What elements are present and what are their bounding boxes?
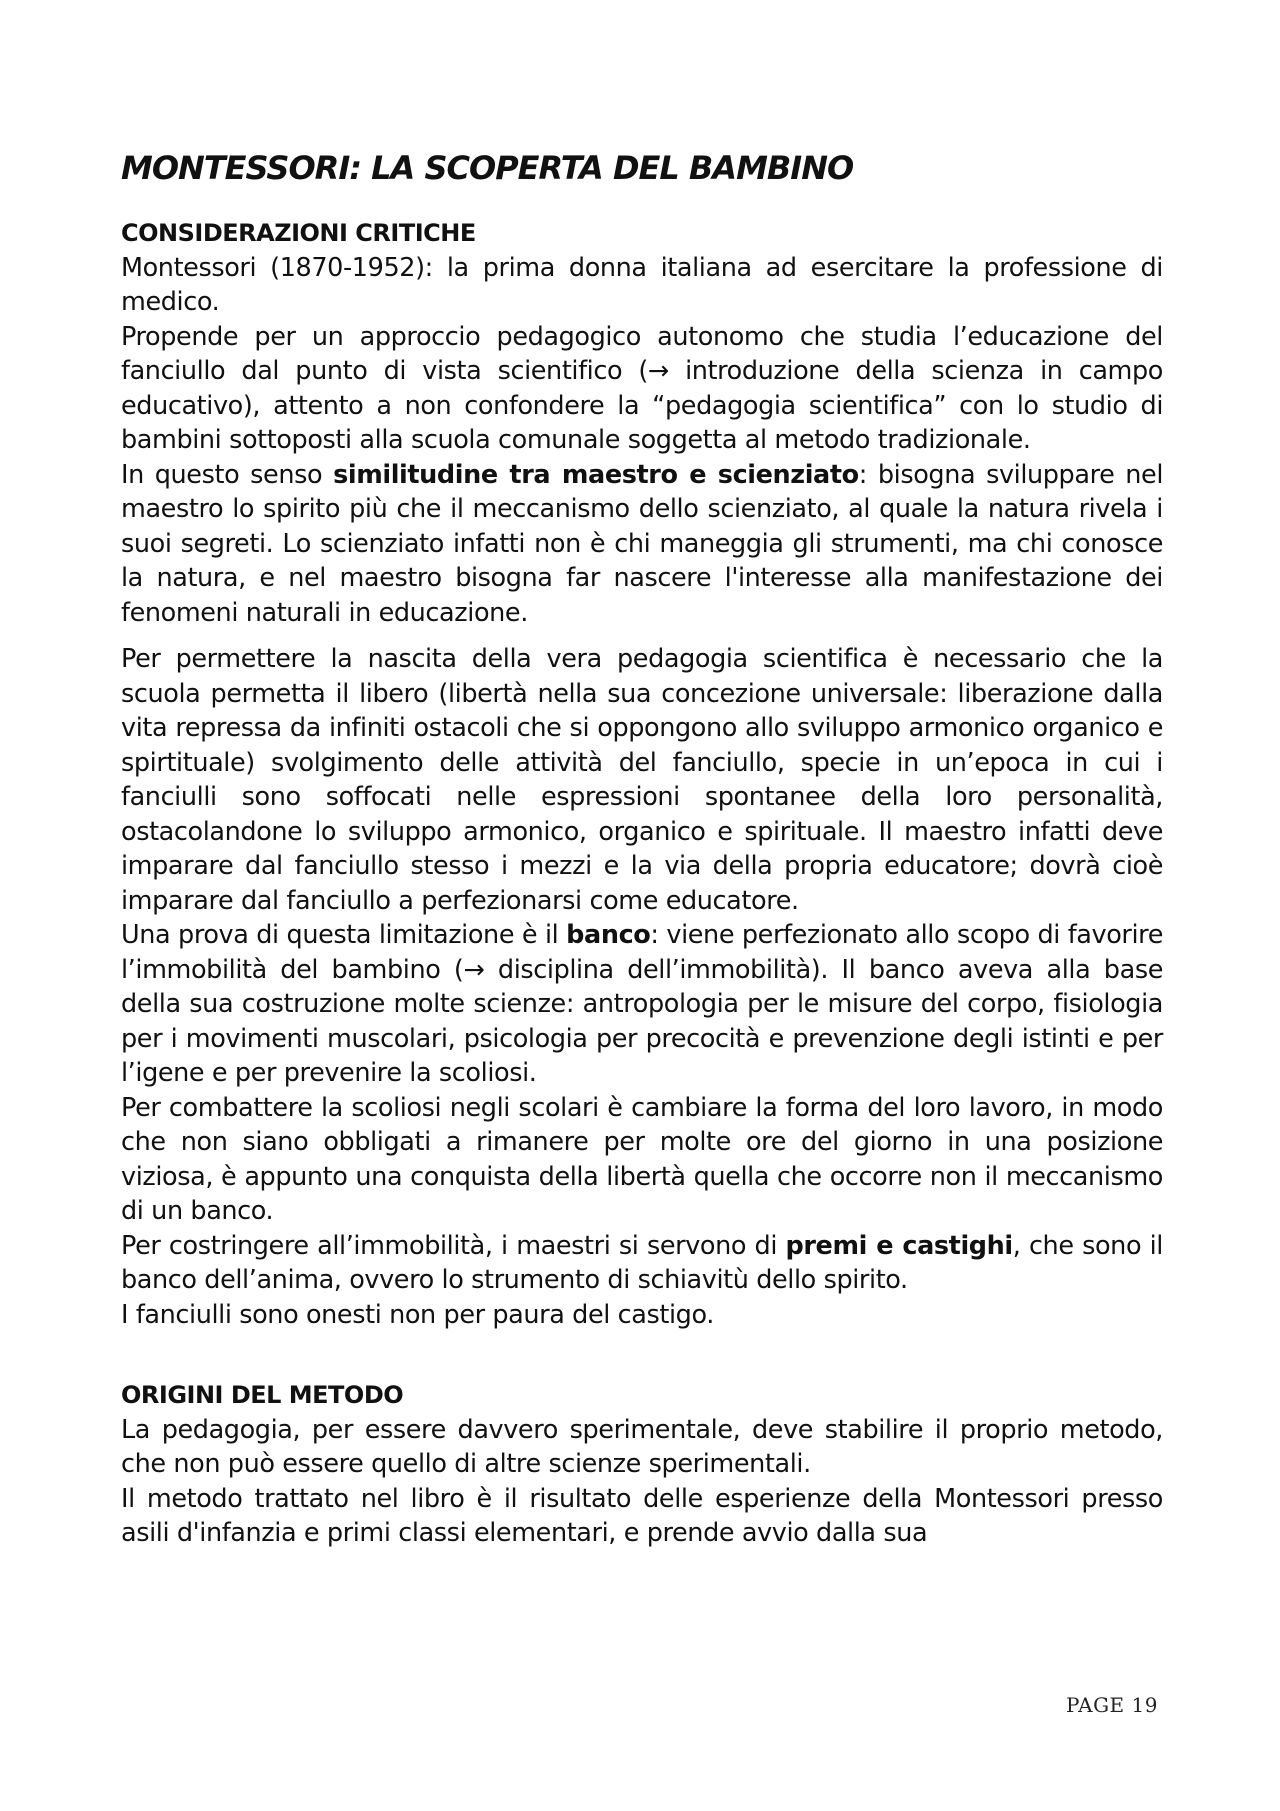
document-title: MONTESSORI: LA SCOPERTA DEL BAMBINO xyxy=(121,149,854,187)
paragraph xyxy=(121,1229,1163,1298)
section-gap xyxy=(121,1332,1163,1378)
paragraph-text: In questo senso xyxy=(121,459,334,490)
paragraph xyxy=(121,458,1163,631)
paragraph: Per permettere la nascita della vera pedagogia scientifica è necessario che la scuola permetta il libero (libertà nella sua concezione universale: liberazione dalla vita repressa da infiniti ostacoli che si oppongono allo sviluppo armonico organico e spirtituale) svolgimento delle attività del fanciullo, specie in un’epoca in cui i fanciulli sono soffocati nelle espressioni spontanee della loro personalità, ostacolandone lo sviluppo armonico, organico e spirituale. Il maestro infatti deve imparare dal fanciullo stesso i mezzi e la via della propria educatore; dovrà cioè imparare dal fanciullo a perfezionarsi come educatore. xyxy=(121,644,1163,916)
paragraph-text: : bisogna sviluppare nel maestro lo spirito più che il meccanismo dello scienziato, al quale la natura rivela i suoi segreti. Lo scienziato infatti non è chi maneggia gli strumenti, ma chi conosce la natura, e nel maestro bisogna far nascere l'interesse alla manifestazione dei fenomeni naturali in educazione. xyxy=(121,459,1164,628)
bold-term: similitudine tra maestro e scienziato xyxy=(333,459,859,490)
paragraph xyxy=(121,918,1163,1091)
bold-term: banco xyxy=(566,920,651,950)
paragraph-text: : viene perfezionato allo scopo di favorire l’immobilità del bambino (→ disciplina dell’immobilità). Il banco aveva alla base della sua costruzione molte scienze: antropologia per le misure del corpo, fisiologia per i movimenti muscolari, psicologia per precocità e prevenzione degli istinti e per l’igene e per prevenire la scoliosi. xyxy=(121,920,1163,1088)
section-heading: CONSIDERAZIONI CRITICHE xyxy=(121,219,476,247)
paragraph-gap xyxy=(121,630,1163,642)
document-page xyxy=(121,146,1163,1551)
paragraph: I fanciulli sono onesti non per paura del castigo. xyxy=(121,1299,714,1330)
bold-term: premi e castighi xyxy=(785,1230,1013,1261)
page-number: PAGE 19 xyxy=(1066,1693,1158,1717)
paragraph-text: Per costringere all’immobilità, i maestri si servono di xyxy=(121,1230,786,1261)
paragraph: La pedagogia, per essere davvero sperimentale, deve stabilire il proprio metodo, che non può essere quello di altre scienze sperimentali. xyxy=(121,1414,1163,1479)
paragraph-text: Una prova di questa limitazione è il xyxy=(121,920,567,950)
paragraph: Per combattere la scoliosi negli scolari è cambiare la forma del loro lavoro, in modo che non siano obbligati a rimanere per molte ore del giorno in una posizione viziosa, è appunto una conquista della libertà quella che occorre non il meccanismo di un banco. xyxy=(121,1092,1163,1226)
section-origini-del-metodo xyxy=(121,1378,1163,1551)
section-heading: ORIGINI DEL METODO xyxy=(121,1381,404,1409)
paragraph: Montessori (1870-1952): la prima donna italiana ad esercitare la professione di medico. xyxy=(121,252,1163,317)
paragraph: Il metodo trattato nel libro è il risultato delle esperienze della Montessori presso asili d'infanzia e primi classi elementari, e prende avvio dalla sua xyxy=(121,1483,1163,1548)
paragraph: Propende per un approccio pedagogico autonomo che studia l’educazione del fanciullo dal punto di vista scientifico (→ introduzione della scienza in campo educativo), attento a non confondere la “pedagogia scientifica” con lo studio di bambini sottoposti alla scuola comunale soggetta al metodo tradizionale. xyxy=(121,321,1163,455)
paragraph-text: , che sono il banco dell’anima, ovvero lo strumento di schiavitù dello spirito. xyxy=(121,1230,1163,1295)
section-considerazioni-critiche xyxy=(121,216,1163,1332)
